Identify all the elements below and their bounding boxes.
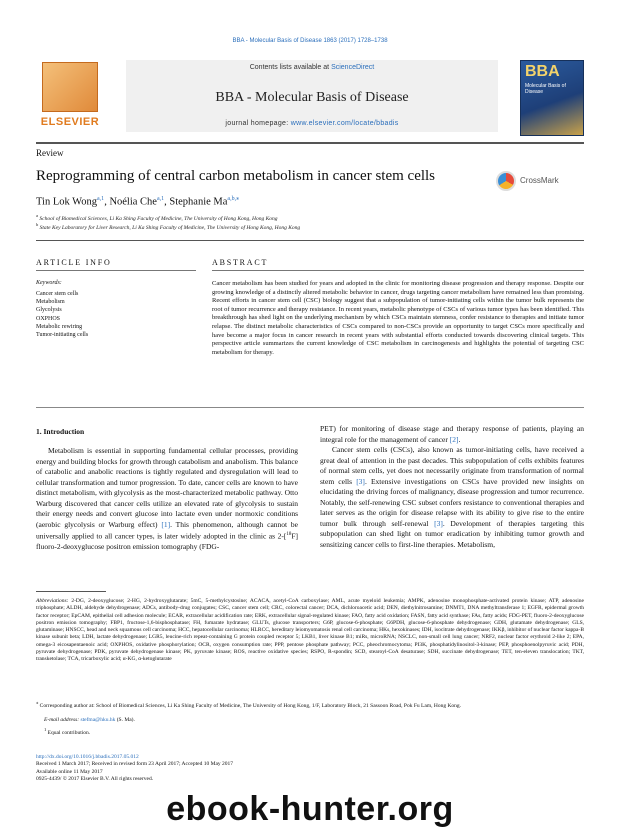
- affiliation-text: State Key Laboratory for Liver Research, Li Ka Shing Faculty of Medicine, The University of Hong Kong, Hong Kong: [39, 224, 301, 231]
- masthead-divider: [36, 142, 584, 144]
- keyword-item: OXPHOS: [36, 315, 61, 322]
- paragraph-text: Cancer stem cells (CSCs), also known as tumor-initiating cells, have received a great deal of attention in the past decades. This subpopulation of cells exhibits features of normal stem cells, yet does not necessarily originate from transformation of normal stem cells: [320, 445, 584, 486]
- keywords-label: Keywords:: [36, 280, 62, 286]
- isotope-superscript: 18: [286, 532, 292, 537]
- keyword-item: Cancer stem cells: [36, 291, 79, 297]
- author-name[interactable]: Noélia Che: [109, 196, 157, 208]
- footnote-mark: 1: [44, 727, 47, 732]
- cover-subtitle: Molecular Basis of Disease: [525, 83, 566, 95]
- affiliation-text: School of Biomedical Sciences, Li Ka Shing Faculty of Medicine, The University of Hong Kong, Hong Kong: [39, 215, 278, 222]
- corresponding-text: Corresponding author at: School of Biomedical Sciences, Li Ka Shing Faculty of Medicine, The University of Hong Kong, 1/F, Laboratory Block, 21 Sassoon Road, Pok Fu Lam, Hong Kong.: [39, 702, 462, 709]
- corresponding-author-footnote: [36, 699, 584, 710]
- section-heading-introduction: 1. Introduction: [36, 427, 85, 436]
- sciencedirect-link[interactable]: ScienceDirect: [331, 64, 375, 71]
- journal-title: BBA - Molecular Basis of Disease: [215, 90, 409, 105]
- author-name[interactable]: Tin Lok Wong: [36, 196, 98, 208]
- crossmark-badge[interactable]: [496, 171, 586, 191]
- homepage-link[interactable]: www.elsevier.com/locate/bbadis: [290, 120, 399, 127]
- online-date: Available online 11 May 2017: [36, 768, 103, 775]
- cover-title: BBA: [525, 63, 560, 80]
- article-info-heading: ARTICLE INFO: [36, 258, 112, 267]
- email-label: E-mail address:: [44, 717, 81, 723]
- author-marks[interactable]: a,1: [97, 196, 105, 202]
- abbreviations-footnote: [36, 598, 584, 664]
- equal-text: Equal contribution.: [47, 729, 91, 736]
- affiliation: [36, 213, 278, 222]
- abstract-heading: ABSTRACT: [212, 258, 269, 267]
- keyword-item: Tumor-initiating cells: [36, 332, 89, 339]
- abstract-end-divider: [36, 407, 584, 408]
- affiliation: [36, 222, 300, 231]
- elsevier-tree-icon: [42, 62, 98, 112]
- abstract-text: Cancer metabolism has been studied for years and adopted in the clinic for monitoring disease progression and therapy response. Despite our growing knowledge of a distinctly altered metabolic behavior in cancer, drugs targeting cancer metabolism have remained less than promising. Recent efforts in cancer stem cell (CSC) biology suggest that a subpopulation of tumor-initiating cells within the tumor bulk represents the root of tumor recurrence and therapy resistance. In recent years, metabolic phenotype of CSCs of various tumor types has been identified. This breakthrough has shed light on the underlying mechanism by which CSCs maintain stemness, confer resistance to therapies and initiate tumor relapse. The distinct metabolic characteristics of CSCs compared to non-CSCs provide an opportunity to target CSCs more specifically and have become a major focus in cancer research in recent years with substantial efforts conducted towards discovering clinical targets. This perspective article summarizes the current knowledge of CSC metabolism in carcinogenesis and highlights the potential of targeting CSC metabolism for therapy.: [212, 280, 584, 356]
- reference-link[interactable]: [1]: [161, 519, 171, 529]
- keyword-item: Glycolysis: [36, 307, 62, 314]
- affiliation-mark: a: [36, 213, 38, 218]
- paragraph-text: .: [458, 434, 461, 444]
- journal-info-box: [126, 60, 498, 132]
- author-name[interactable]: Stephanie Ma: [169, 196, 228, 208]
- body-column-right: [320, 424, 584, 550]
- paragraph-text: F] fluoro-2-deoxyglucose positron emission tomography (FDG-: [36, 531, 298, 551]
- author-separator: ,: [104, 196, 110, 208]
- keywords-list: [36, 290, 88, 339]
- article-title: Reprogramming of central carbon metabolism in cancer stem cells: [36, 168, 436, 184]
- copyright-line: 0925-4439/ © 2017 Elsevier B.V. All rights reserved.: [36, 775, 154, 782]
- body-paragraph: [320, 424, 584, 445]
- reference-link[interactable]: [3]: [434, 518, 443, 528]
- footnote-mark: ⁎: [36, 700, 39, 705]
- paragraph-text: PET) for monitoring of disease stage and therapy response of patients, playing an integral role for the management of cancer: [320, 424, 584, 444]
- homepage-prefix: journal homepage:: [225, 120, 291, 127]
- contents-line: [126, 64, 498, 71]
- authors-divider: [36, 240, 584, 241]
- abbreviations-text: 2-DG, 2-deoxyglucose; 2-HG, 2-hydroxyglutarate; 5mC, 5-methylcystosine; ACACA, acetyl-CoA carboxylase; AML, acute myeloid leukemia; AMPK, adenosine monophosphate-activated protein kinase; ATP, adenosine triphosphate; ALDH, aldehyde dehydrogenase; ADCs, antibody-drug conjugates; CSC, cancer stem cell; CRC, colorectal cancer; DCA, dichloroacetic acid; DEN, diethylnitrosamine; DNMT1, DNA methyltransferase 1; EGFR, epidermal growth factor receptor; EpCAM, epithelial cell adhesion molecule; ECAR, extracellular acidification rate; ERK, extracellular signal-regulated kinase; FAO, fatty acid oxidation; FASN, fatty acid synthase; FAs, fatty acids; FDG-PET, fluoro-2-deoxyglucose positron emission tomography; FBP1, fructose-1,6-bisphosphatase; FH, fumarate hydratase; GLUTs, glucose transporters; G6P, glucose-6-phosphate; G6PDH, glucose-6-phosphate dehydrogenase; GDH, glutamate dehydrogenase; GLS, glutaminase; HNSCC, head and neck squamous cell carcinoma; HCC, hepatocellular carcinoma; HLRCC, hereditary leiomyomatosis renal cell carcinoma; HKs, hexokinases; IDH, isocitrate dehydrogenase; IKKβ, inhibitor of nuclear factor kappa-B kinase subunit beta; LDH, lactate dehydrogenase; LGR5, leucine-rich repeat-containing G protein coupled receptor 5; LKB1, liver kinase B1; miRs, microRNA; NSCLC, non-small cell lung cancer; NRF2, nuclear factor erythroid 2-like 2; EPA, omega-3 eicosapentaenoic acid; OXPHOS, oxidative phosphorylation; OCR, oxygen consumption rate; PPP, pentose phosphate pathway; PCC, pheochromocytoma; PI3K, phosphatidylinositol-3-kinase; PEP, phosphoenolpyruvic acid; PDH, pyruvate dehydrogenase; PDK, pyruvate dehydrogenase kinase; PK, pyruvate kinase; ROS, reactive oxidative species; RSPO, R-spondin; SCD, stearoyl-CoA desaturase; SDH, succinate dehydrogenase; TET, ten-eleven translocation; TKT, transketolase; TCA, tricarboxylic acid; α-KG, α-ketoglutarate: [36, 598, 585, 663]
- contents-prefix: Contents lists available at: [249, 64, 332, 71]
- homepage-line: [126, 120, 498, 127]
- doi-link[interactable]: http://dx.doi.org/10.1016/j.bbadis.2017.05.012: [36, 754, 139, 760]
- journal-citation[interactable]: BBA - Molecular Basis of Disease 1863 (2017) 1728–1738: [232, 38, 388, 44]
- author-list: [36, 195, 239, 208]
- elsevier-wordmark: ELSEVIER: [40, 116, 100, 128]
- author-separator: ,: [164, 196, 170, 208]
- keyword-item: Metabolic rewiring: [36, 323, 83, 330]
- footnote-divider: [36, 591, 106, 592]
- email-link[interactable]: stefma@hku.hk: [80, 717, 116, 723]
- equal-contribution-footnote: [36, 726, 584, 737]
- received-dates: Received 1 March 2017; Received in revised form 23 April 2017; Accepted 10 May 2017: [36, 761, 234, 768]
- article-type: Review: [36, 148, 64, 158]
- keyword-item: Metabolism: [36, 299, 65, 306]
- elsevier-logo: [36, 60, 104, 134]
- body-paragraph: [320, 445, 584, 550]
- publication-info: [36, 754, 233, 783]
- email-suffix: (S. Ma).: [115, 717, 135, 723]
- author-marks[interactable]: a,b,⁎: [227, 196, 240, 202]
- journal-masthead: [36, 60, 584, 138]
- article-info-rule: [36, 270, 196, 271]
- watermark-text: ebook-hunter.org: [166, 790, 454, 827]
- paragraph-text: . Extensive investigations on CSCs have provided new insights on elucidating the driving forces of malignancy, disease progression and tumor recurrence. Notably, the self-renewing CSC subset confers resistance to conventional therapies and later serves as the origin for disease relapse with its ability to give rise to the entire tumor bulk through self-renewal: [320, 476, 584, 528]
- reference-link[interactable]: [3]: [356, 476, 365, 486]
- paragraph-text: . Development of therapies targeting this subpopulation can shed light on tumor eradication by inhibiting tumor growth and sensitizing cancer cells to first-line therapies. Metabolism,: [320, 518, 584, 549]
- abstract-rule: [212, 270, 584, 271]
- journal-cover-image: [520, 60, 584, 136]
- paragraph-text: Metabolism is essential in supporting fundamental cellular processes, providing energy and building blocks for growth through catabolism and anabolism. This balance of catabolic and anabolic reactions is tightly regulated and dysregulation will lead to cellular transformation and tumor progression. To date, cancer cells are known to have distinct metabolism, with glycolysis as the most-characterized metabolic pathway. Otto Warburg discovered that cancer cells utilize an elevated rate of glycolysis to sustain their energy needs and convert glucose into lactate even under normoxic conditions (aerobic glycolysis or Warburg effect): [36, 446, 298, 529]
- author-marks[interactable]: a,1: [156, 196, 165, 202]
- crossmark-icon: [496, 171, 516, 191]
- crossmark-label: CrossMark: [520, 176, 559, 185]
- body-column-left: [36, 446, 298, 553]
- affiliation-mark: b: [36, 222, 39, 227]
- abbreviations-label: Abbreviations:: [36, 598, 69, 604]
- reference-link[interactable]: [2]: [449, 434, 459, 444]
- email-footnote: [36, 717, 584, 724]
- paragraph-text: . This phenomenon, although cannot be universally applied to all cancer types, is later widely adopted in the clinic as 2-[: [36, 519, 298, 541]
- body-paragraph: [36, 446, 298, 553]
